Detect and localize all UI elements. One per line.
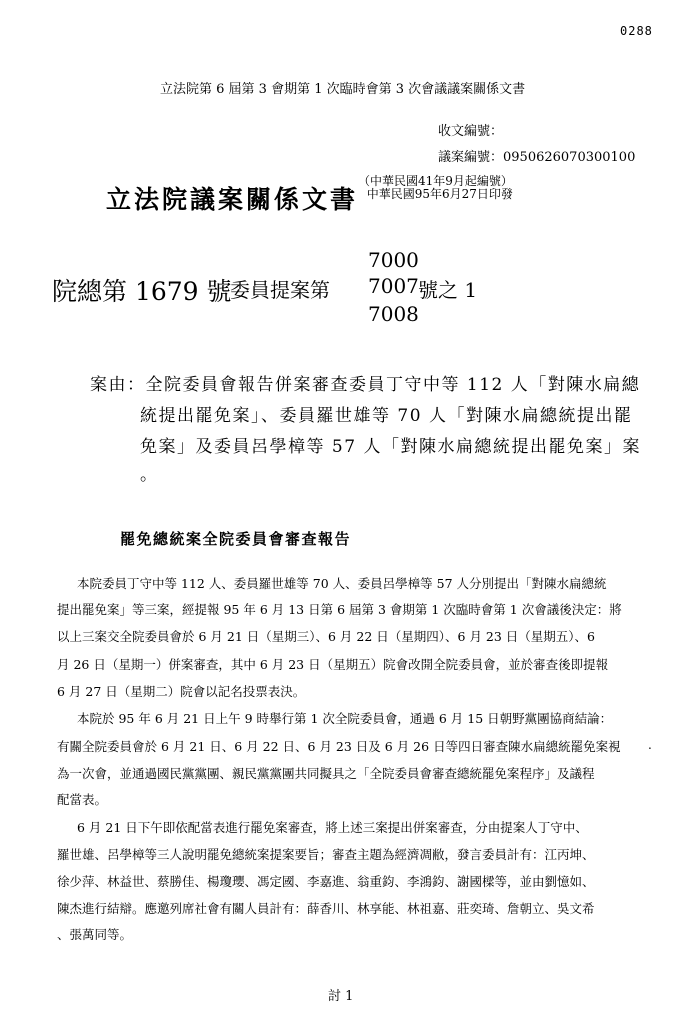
body-line: 6 月 21 日下午即依配當表進行罷免案審查，將上述三案提出併案審查，分由提案人丁守中、 [77,820,588,835]
numbering-note: （中華民國41年9月起編號） [358,174,513,188]
body-line: 有關全院委員會於 6 月 21 日、6 月 22 日、6 月 23 日及 6 月 26 日等四日審查陳水扁總統罷免案視 [57,739,621,754]
body-line: 陳杰進行結辯。應邀列席社會有關人員計有：薛香川、林享能、林祖嘉、莊奕琦、詹朝立、吳文希 [57,901,595,916]
page-footer: 討 1 [328,989,354,1004]
body-line: 提出罷免案」等三案，經提報 95 年 6 月 13 日第 6 屆第 3 會期第 1 次臨時會第 1 次會議後決定：將 [57,602,622,617]
header-title: 立法院第 6 屆第 3 會期第 1 次臨時會第 3 次會議議案關係文書 [160,82,526,97]
proposal-label: 委員提案第 [230,278,330,302]
subject-line: 。 [140,465,159,485]
proposal-number-mid: 7007 [368,274,419,298]
body-line: 月 26 日（星期一）併案審查，其中 6 月 23 日（星期五）院會改開全院委員會，並於審查後即提報 [57,657,609,672]
subject-line: 免案」及委員呂學樟等 57 人「對陳水扁總統提出罷免案」案 [140,437,641,457]
proposal-number-top: 7000 [368,248,419,272]
body-line: 羅世雄、呂學樟等三人說明罷免總統案提案要旨；審查主題為經濟凋敝，發言委員計有：江丙坤、 [57,847,595,862]
print-date: 中華民國95年6月27日印發 [366,187,513,201]
body-line: 本院於 95 年 6 月 21 日上午 9 時舉行第 1 次全院委員會，通過 6 月 15 日朝野黨團協商結論： [77,711,613,726]
body-line: 配當表。 [57,792,108,807]
body-line: 以上三案交全院委員會於 6 月 21 日（星期三）、6 月 22 日（星期四）、6 月 23 日（星期五）、6 [57,629,596,644]
body-line: 徐少萍、林益世、蔡勝佳、楊瓊瓔、馮定國、李嘉進、翁重鈞、李鴻鈞、謝國樑等，並由劉憶如、 [57,874,595,889]
receipt-number: 收文編號： [438,124,504,139]
proposal-number-bottom: 7008 [368,302,419,326]
document-title: 立法院議案關係文書 [106,185,359,214]
bill-number: 議案編號：0950626070300100 [438,150,636,165]
page-number: 0288 [620,24,653,38]
subject-line: 統提出罷免案」、委員羅世雄等 70 人「對陳水扁總統提出罷 [140,406,633,426]
yuan-zong-number: 院總第 1679 號 [52,277,232,306]
document-subtitle [358,175,513,201]
body-line: 本院委員丁守中等 112 人、委員羅世雄等 70 人、委員呂學樟等 57 人分別提出「對陳水扁總統 [77,576,607,591]
body-line: 為一次會，並通過國民黨黨團、親民黨黨團共同擬具之「全院委員會審查總統罷免案程序」及議程 [57,766,595,781]
proposal-suffix: 號之 1 [418,278,478,302]
body-line: 、張萬同等。 [57,927,133,942]
subject-line: 案由：全院委員會報告併案審查委員丁守中等 112 人「對陳水扁總 [90,375,641,395]
stray-mark: . [648,738,652,752]
section-title: 罷免總統案全院委員會審查報告 [120,530,352,548]
body-line: 6 月 27 日（星期二）院會以記名投票表決。 [57,684,306,699]
